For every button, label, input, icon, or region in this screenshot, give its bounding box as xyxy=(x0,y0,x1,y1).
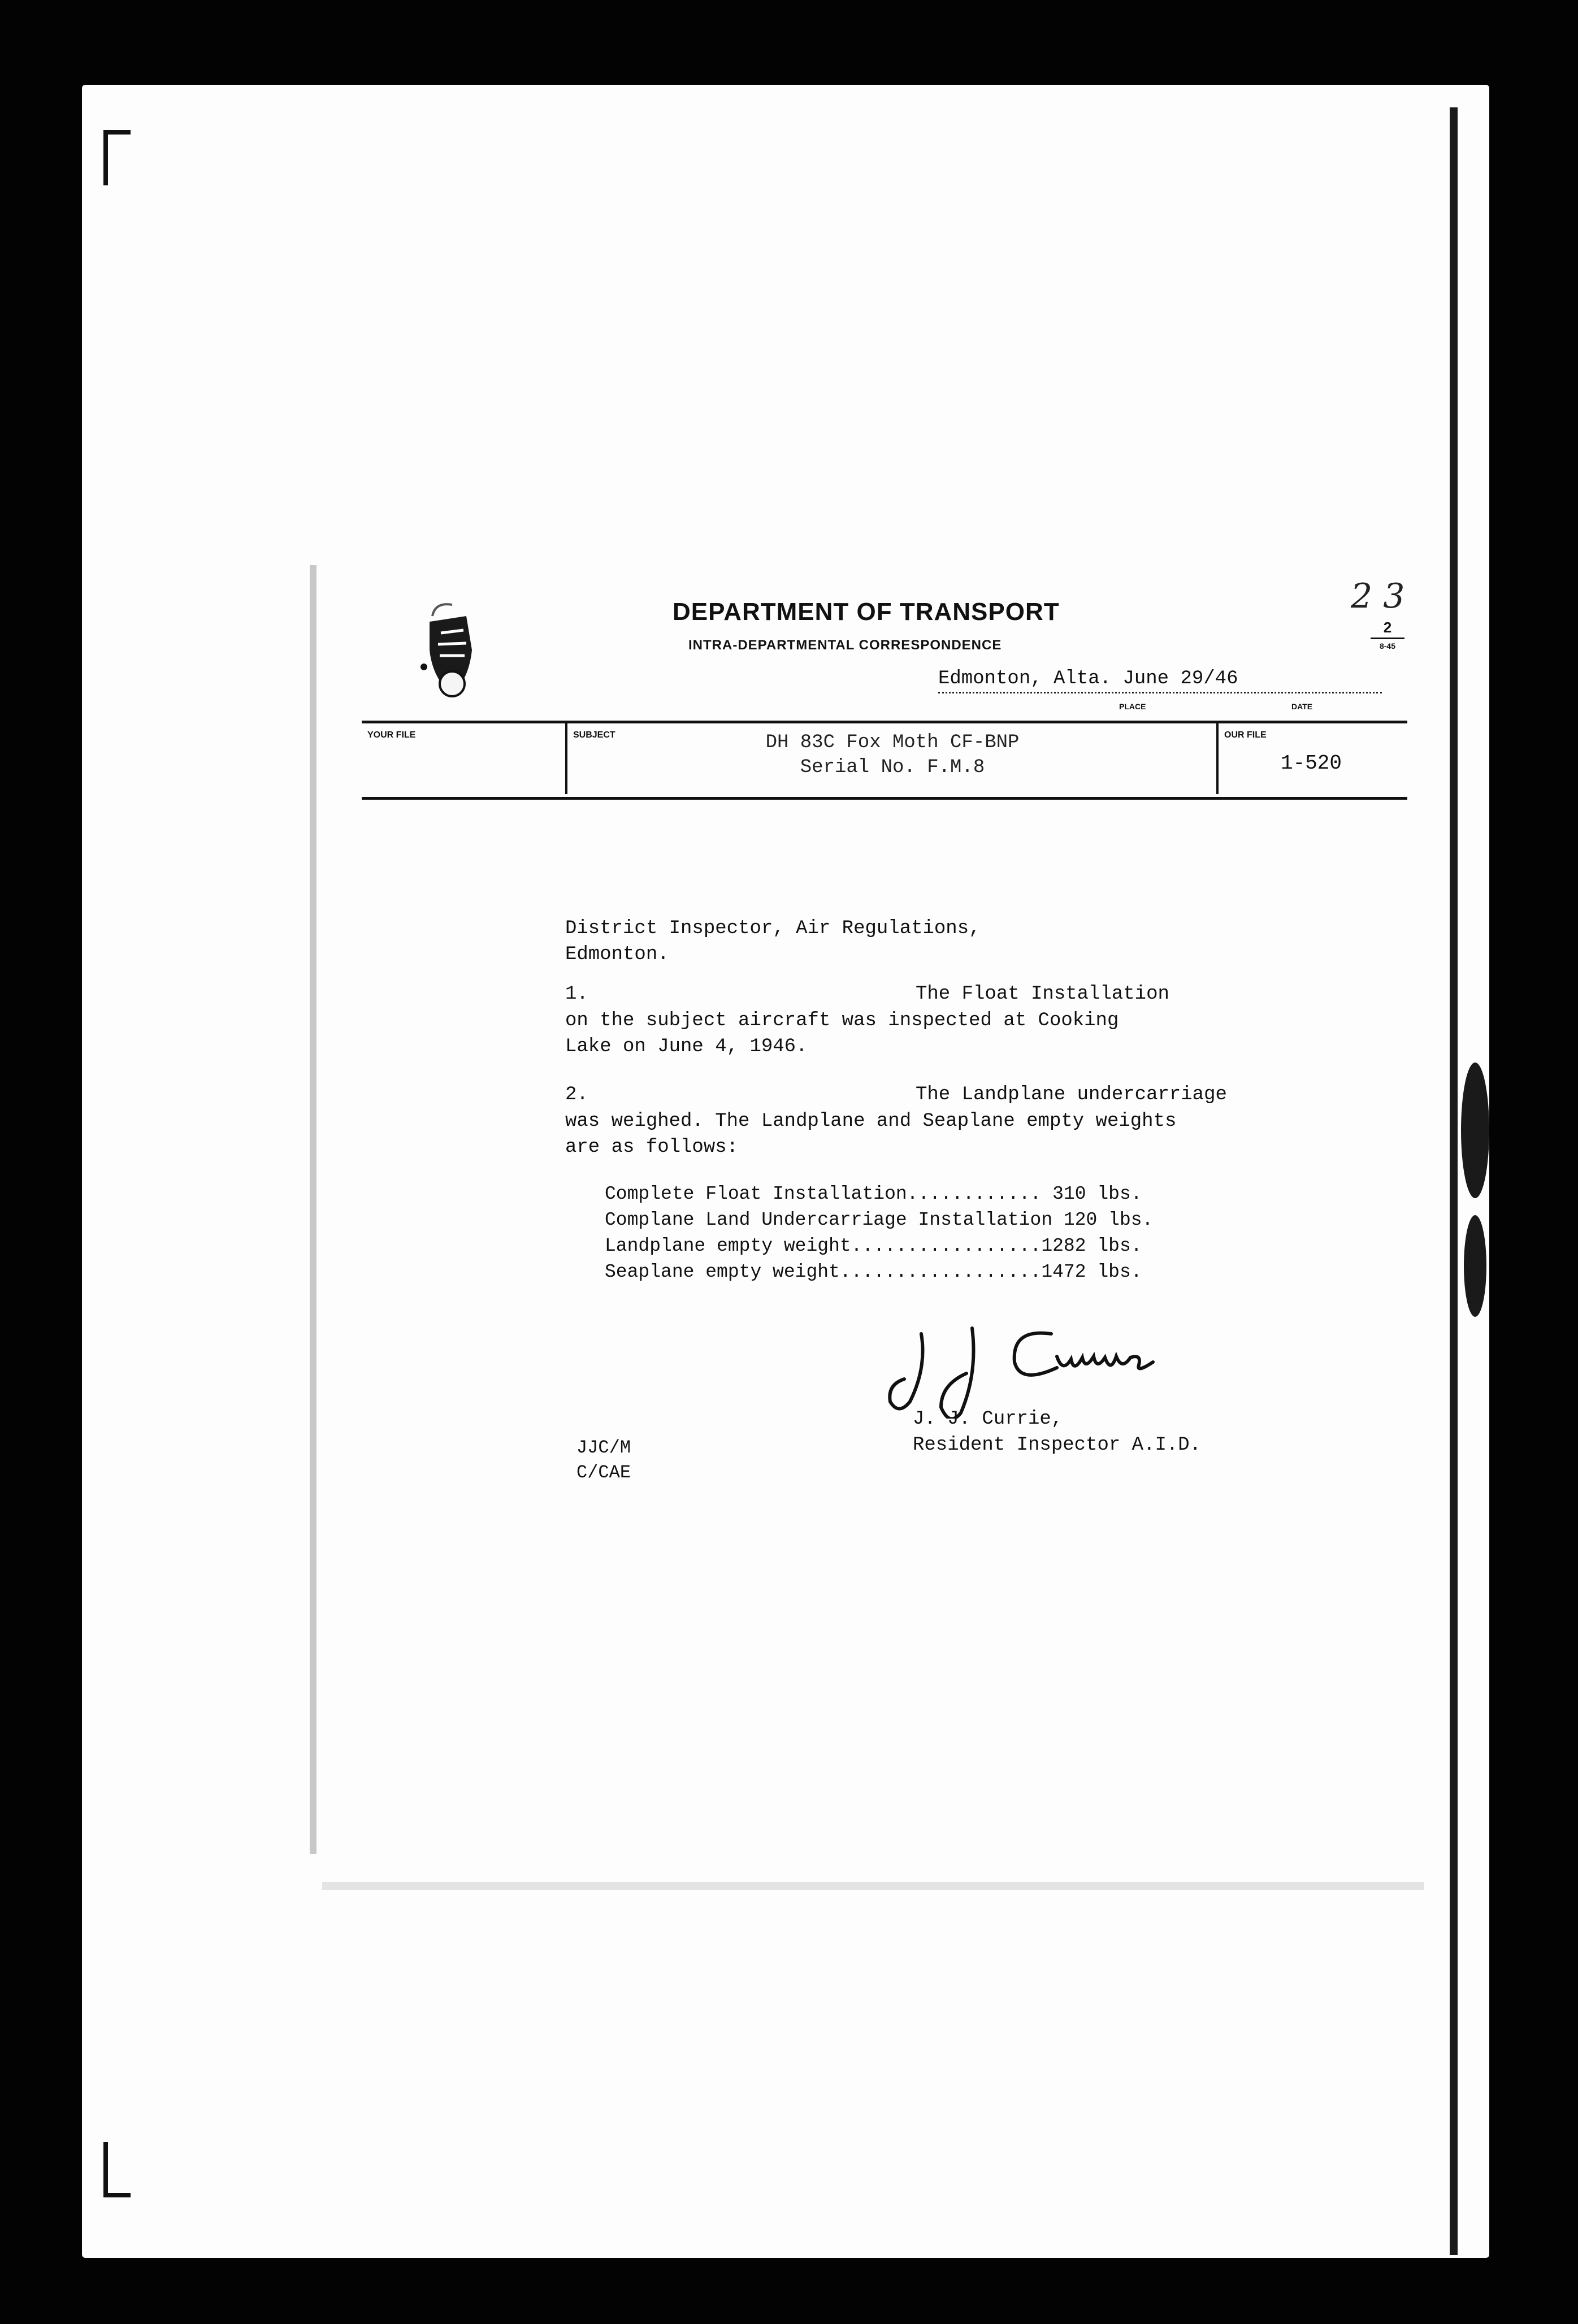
subject-text xyxy=(567,730,1217,780)
weights-list xyxy=(605,1181,1153,1285)
your-file-cell xyxy=(362,723,565,794)
scan-smudge xyxy=(1461,1063,1489,1198)
addressee-line-2: Edmonton. xyxy=(565,944,669,965)
paragraph-2-line-2: was weighed. The Landplane and Seaplane empty weights xyxy=(565,1111,1177,1132)
crop-mark-top-left xyxy=(103,130,131,185)
our-file-label: OUR FILE xyxy=(1224,730,1267,740)
handwritten-page-number: 2 3 xyxy=(1351,576,1405,616)
typist-initials: JJC/M xyxy=(576,1437,631,1458)
copy-notation: C/CAE xyxy=(576,1462,631,1483)
correspondence-letter xyxy=(362,565,1424,1842)
paragraph-1-line-3: Lake on June 4, 1946. xyxy=(565,1036,808,1057)
subject-line-2: Serial No. F.M.8 xyxy=(800,757,985,778)
date-label: DATE xyxy=(1291,702,1313,711)
paragraph-1-number: 1. xyxy=(565,983,588,1005)
handwritten-signature xyxy=(887,1317,1181,1419)
paragraph-1-line-2: on the subject aircraft was inspected at Cooking xyxy=(565,1010,1119,1031)
page-edge-shadow xyxy=(1450,107,1458,2255)
signature-block xyxy=(913,1406,1201,1458)
weight-row: Seaplane empty weight..................1472 lbs. xyxy=(605,1261,1142,1282)
paragraph-2-line-3: are as follows: xyxy=(565,1137,739,1158)
our-file-cell xyxy=(1216,723,1410,794)
weight-row: Landplane empty weight.................1282 lbs. xyxy=(605,1235,1142,1256)
weight-row: Complete Float Installation............ 310 lbs. xyxy=(605,1183,1142,1204)
place-date-line: Edmonton, Alta. June 29/46 xyxy=(938,668,1382,693)
paragraph-2-number: 2. xyxy=(565,1084,588,1105)
subject-line-1: DH 83C Fox Moth CF-BNP xyxy=(765,732,1020,753)
your-file-label: YOUR FILE xyxy=(367,730,416,740)
form-revision-date: 8-45 xyxy=(1379,641,1396,651)
crop-mark-bottom-left xyxy=(103,2142,131,2197)
subject-label: SUBJECT xyxy=(573,730,615,740)
signer-name: J. J. Currie, xyxy=(913,1408,1063,1430)
paragraph-2-lead: The Landplane undercarriage xyxy=(916,1084,1227,1105)
department-title: DEPARTMENT OF TRANSPORT xyxy=(673,598,1060,626)
weight-row: Complane Land Undercarriage Installation 120 lbs. xyxy=(605,1209,1154,1230)
coat-of-arms-emblem xyxy=(413,599,486,712)
signer-title: Resident Inspector A.I.D. xyxy=(913,1434,1202,1456)
letter-left-edge-shadow xyxy=(310,565,317,1854)
place-label: PLACE xyxy=(1119,702,1146,711)
paragraph-2-body xyxy=(565,1108,1176,1160)
addressee-line-1: District Inspector, Air Regulations, xyxy=(565,918,981,939)
letter-bottom-edge-shadow xyxy=(322,1882,1424,1890)
form-number-value: 2 xyxy=(1371,619,1404,639)
scan-smudge xyxy=(1464,1215,1486,1317)
subject-cell xyxy=(565,723,1217,794)
paragraph-1-body xyxy=(565,1008,1119,1060)
addressee-block xyxy=(565,916,981,968)
form-number xyxy=(1371,619,1404,651)
our-file-number: 1-520 xyxy=(1281,752,1342,775)
paragraph-1-lead: The Float Installation xyxy=(916,983,1169,1005)
reference-initials xyxy=(576,1436,631,1485)
letterhead-subtitle: INTRA-DEPARTMENTAL CORRESPONDENCE xyxy=(688,638,1002,653)
file-reference-table xyxy=(362,721,1407,800)
